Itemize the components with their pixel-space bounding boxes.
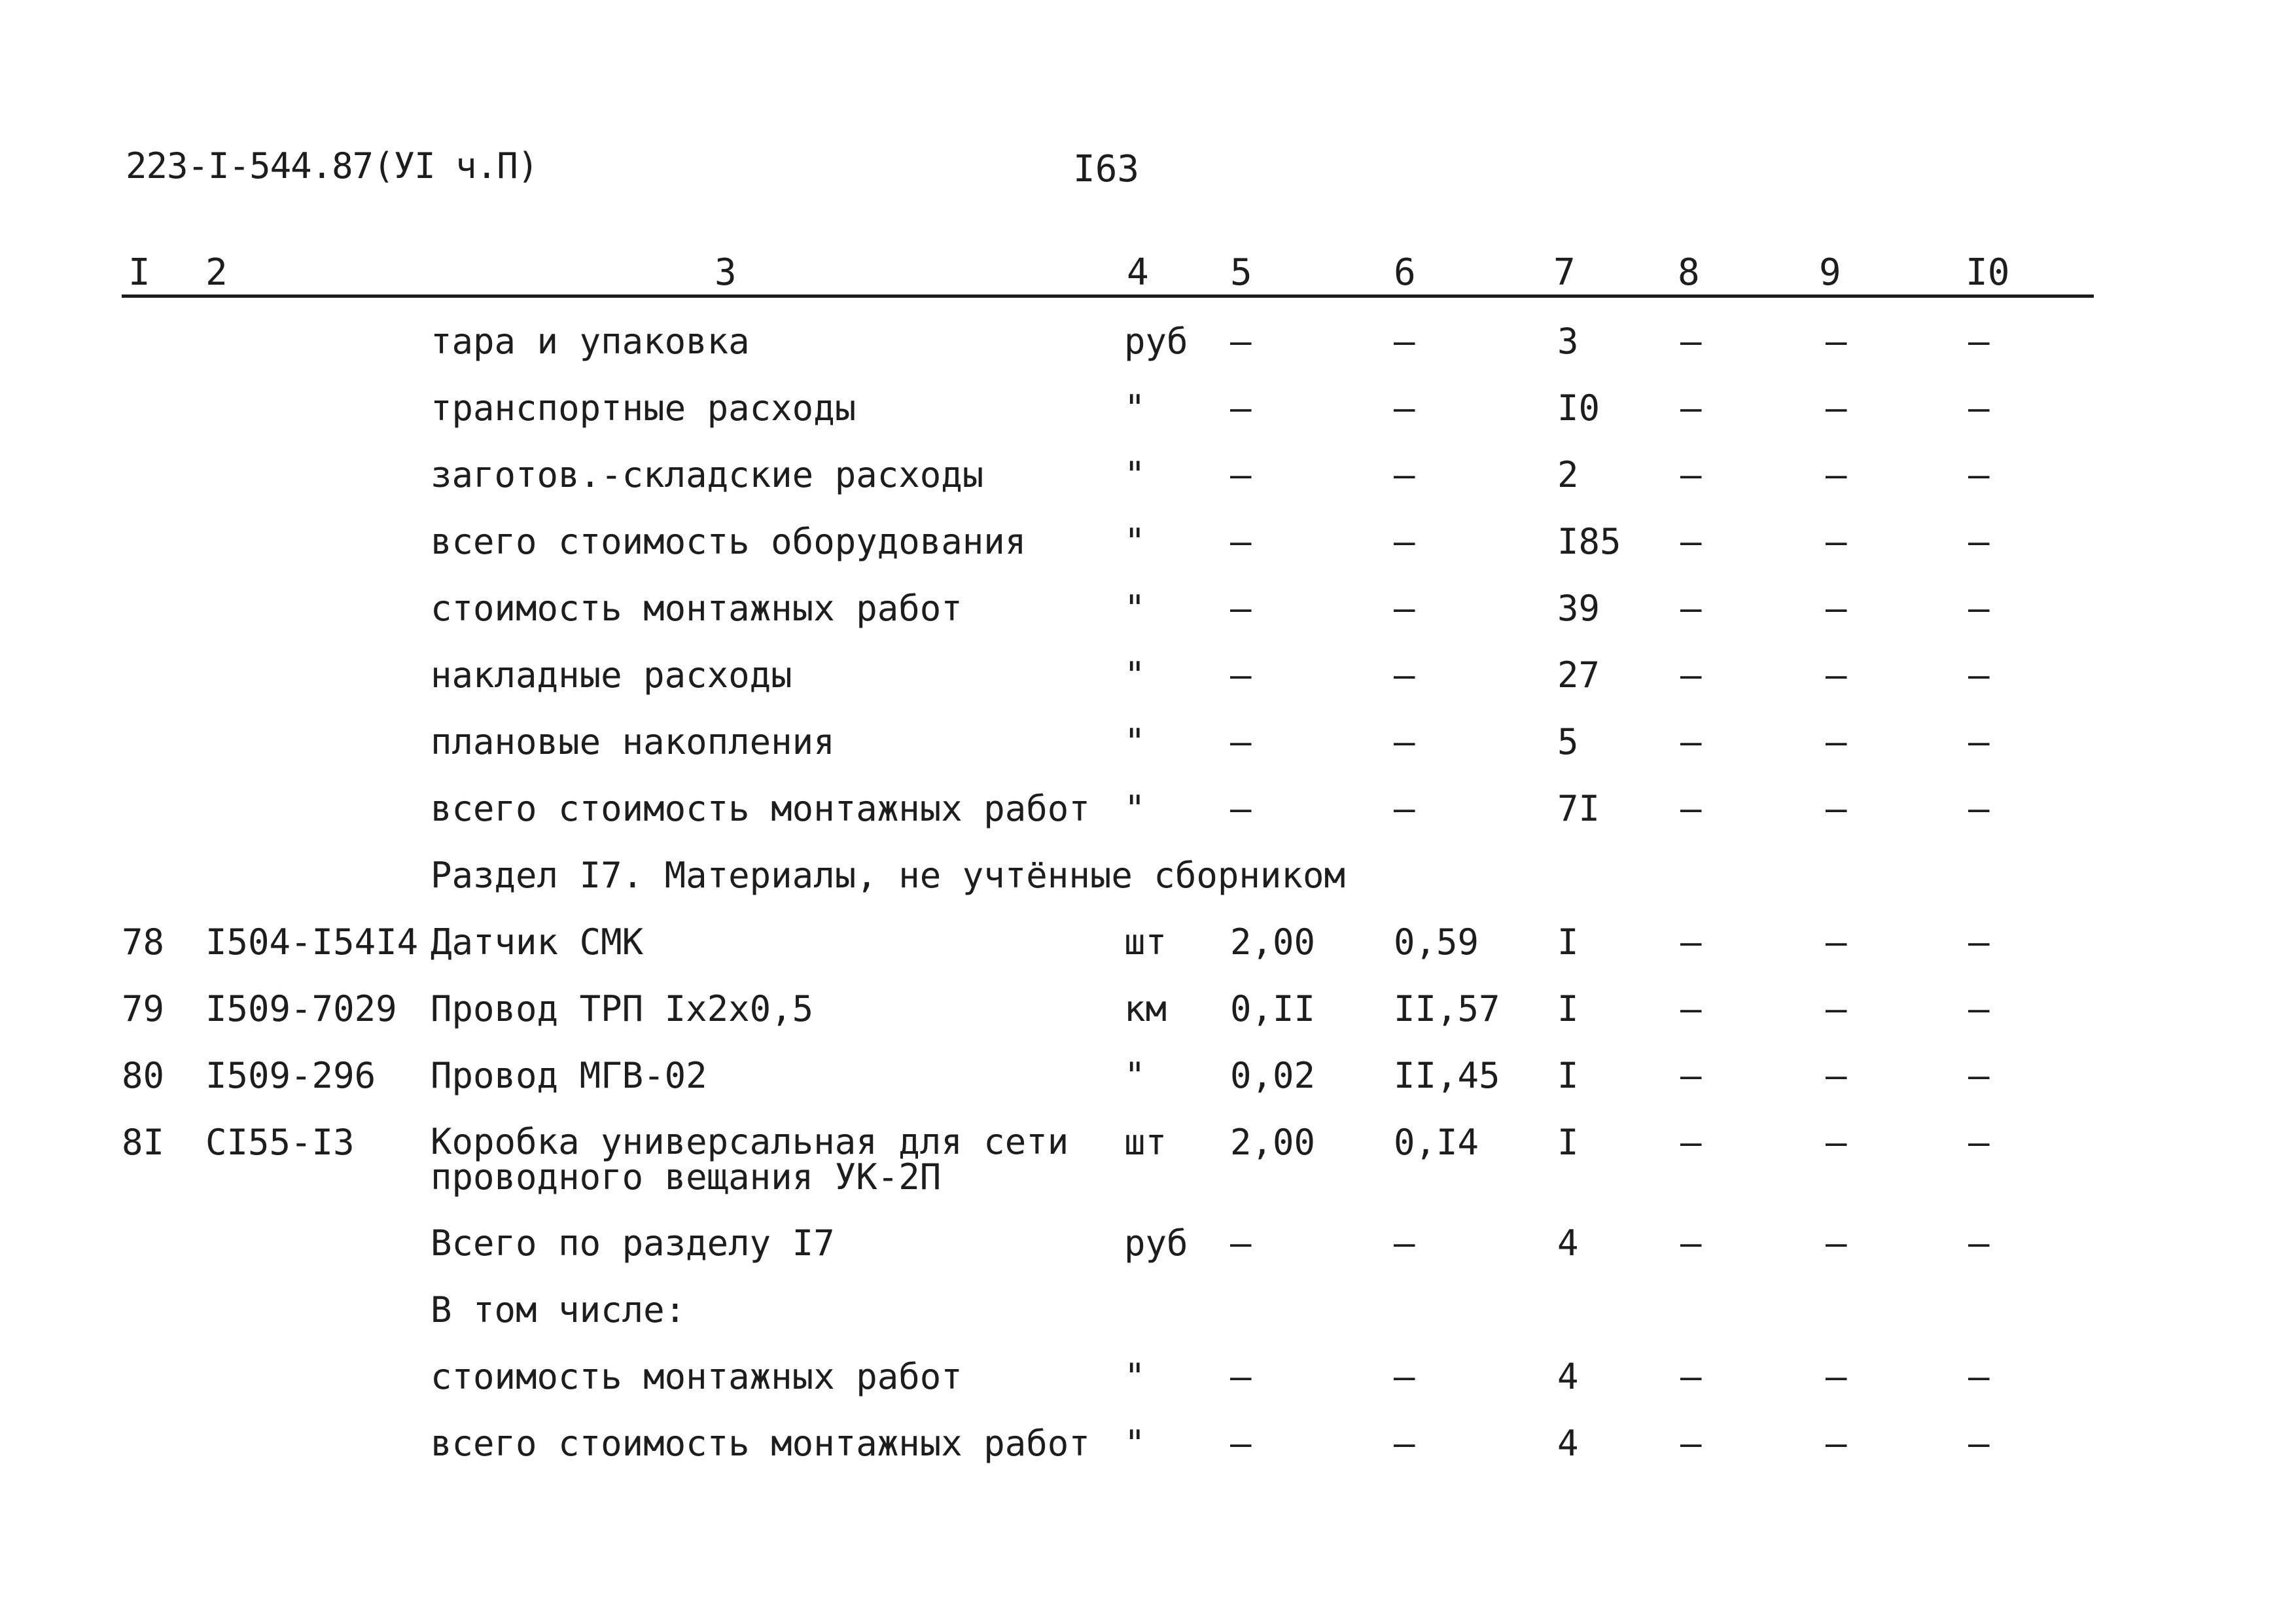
cell-col-5: – (1230, 454, 1252, 495)
cell-col-4: " (1124, 721, 1146, 762)
cell-col-3: стоимость монтажных работ (431, 1356, 963, 1397)
cell-col-8: – (1680, 454, 1702, 495)
cell-col-10: – (1968, 988, 1990, 1029)
cell-col-10: – (1968, 1222, 1990, 1264)
cell-col-10: – (1968, 588, 1990, 629)
cell-col-7: I85 (1557, 521, 1621, 562)
cell-col-9: – (1826, 1222, 1847, 1264)
column-header-7: 7 (1553, 251, 1576, 294)
cell-col-5: – (1230, 387, 1252, 429)
cell-col-2: I509-7029 (205, 988, 397, 1029)
cell-col-1: 8I (122, 1122, 165, 1163)
cell-col-4: " (1124, 1356, 1146, 1397)
cell-col-7: 4 (1557, 1222, 1579, 1264)
cell-col-4: " (1124, 454, 1146, 495)
cell-col-10: – (1968, 921, 1990, 963)
column-header-3: 3 (715, 251, 737, 294)
cell-col-9: – (1826, 921, 1847, 963)
cell-col-9: – (1826, 721, 1847, 762)
cell-col-7: I (1557, 1122, 1579, 1163)
table-row (0, 1222, 2296, 1291)
cell-col-5: – (1230, 521, 1252, 562)
table-row (0, 1055, 2296, 1123)
cell-col-8: – (1680, 654, 1702, 696)
cell-col-10: – (1968, 454, 1990, 495)
cell-col-10: – (1968, 1356, 1990, 1397)
column-header-9: 9 (1819, 251, 1841, 294)
column-header-5: 5 (1230, 251, 1252, 294)
cell-col-3: Раздел I7. Материалы, не учтённые сборником (431, 855, 1345, 896)
table-row (0, 1289, 2296, 1357)
cell-col-7: 4 (1557, 1356, 1579, 1397)
cell-col-8: – (1680, 921, 1702, 963)
table-row (0, 454, 2296, 522)
cell-col-4: " (1124, 1423, 1146, 1464)
cell-col-8: – (1680, 721, 1702, 762)
cell-col-10: – (1968, 1122, 1990, 1163)
cell-col-8: – (1680, 1356, 1702, 1397)
cell-col-9: – (1826, 654, 1847, 696)
cell-col-6: – (1394, 1222, 1415, 1264)
table-row (0, 921, 2296, 990)
cell-col-8: – (1680, 988, 1702, 1029)
table-row (0, 857, 2296, 923)
cell-col-3: плановые накопления (431, 721, 835, 762)
cell-col-2: I509-296 (205, 1055, 376, 1096)
cell-col-6: – (1394, 588, 1415, 629)
cell-col-7: 4 (1557, 1423, 1579, 1464)
cell-col-2: I504-I54I4 (205, 921, 419, 963)
column-header-1: I (128, 251, 150, 294)
cell-col-5: – (1230, 721, 1252, 762)
cell-col-10: – (1968, 521, 1990, 562)
cell-col-4: " (1124, 588, 1146, 629)
cell-col-6: – (1394, 1356, 1415, 1397)
column-header-8: 8 (1678, 251, 1700, 294)
cell-col-4: шт (1124, 921, 1167, 963)
cell-col-8: – (1680, 1423, 1702, 1464)
column-header-10: I0 (1966, 251, 2010, 294)
cell-col-5: – (1230, 1423, 1252, 1464)
cell-col-7: 7I (1557, 788, 1600, 829)
cell-col-5: – (1230, 588, 1252, 629)
cell-col-1: 78 (122, 921, 165, 963)
cell-col-3: транспортные расходы (431, 387, 857, 429)
cell-col-6: – (1394, 1423, 1415, 1464)
cell-col-7: 2 (1557, 454, 1579, 495)
cell-col-3: всего стоимость оборудования (431, 521, 1027, 562)
table-row (0, 387, 2296, 455)
cell-col-9: – (1826, 321, 1847, 362)
cell-col-10: – (1968, 788, 1990, 829)
table-row (0, 654, 2296, 722)
cell-col-7: I (1557, 1055, 1579, 1096)
cell-col-7: I (1557, 921, 1579, 963)
cell-col-6: – (1394, 788, 1415, 829)
cell-col-5: 0,II (1230, 988, 1316, 1029)
cell-col-7: 39 (1557, 588, 1600, 629)
table-row (0, 323, 2296, 389)
cell-col-4: шт (1124, 1122, 1167, 1163)
cell-col-9: – (1826, 988, 1847, 1029)
cell-col-6: – (1394, 521, 1415, 562)
cell-col-6: – (1394, 454, 1415, 495)
cell-col-5: – (1230, 1356, 1252, 1397)
cell-col-3: всего стоимость монтажных работ (431, 1423, 1090, 1464)
table-row (0, 1121, 2296, 1198)
table-row (0, 988, 2296, 1056)
cell-col-9: – (1826, 1055, 1847, 1096)
cell-col-3: накладные расходы (431, 654, 792, 696)
column-header-6: 6 (1394, 251, 1416, 294)
cell-col-5: 2,00 (1230, 921, 1316, 963)
table-row (0, 1356, 2296, 1424)
cell-col-8: – (1680, 521, 1702, 562)
column-header-2: 2 (205, 251, 228, 294)
cell-col-3: Всего по разделу I7 (431, 1222, 835, 1264)
cell-col-5: 2,00 (1230, 1122, 1316, 1163)
cell-col-6: 0,59 (1394, 921, 1479, 963)
cell-col-6: – (1394, 387, 1415, 429)
cell-col-10: – (1968, 387, 1990, 429)
cell-col-7: 5 (1557, 721, 1579, 762)
cell-col-9: – (1826, 521, 1847, 562)
cell-col-7: I0 (1557, 387, 1600, 429)
cell-col-6: 0,I4 (1394, 1122, 1479, 1163)
table-row (0, 721, 2296, 789)
cell-col-4: руб (1124, 1222, 1188, 1264)
cell-col-8: – (1680, 588, 1702, 629)
cell-col-3: Провод ТРП Iх2х0,5 (431, 988, 814, 1029)
cell-col-1: 79 (122, 988, 165, 1029)
cell-col-8: – (1680, 1122, 1702, 1163)
cell-col-6: II,57 (1394, 988, 1500, 1029)
table-row (0, 1425, 2296, 1491)
cell-col-8: – (1680, 788, 1702, 829)
column-header-row (0, 251, 2296, 297)
cell-col-9: – (1826, 588, 1847, 629)
cell-col-4: " (1124, 654, 1146, 696)
table-row (0, 521, 2296, 589)
cell-col-3: Коробка универсальная для сети проводного вещания УК-2П (431, 1121, 1069, 1198)
cell-col-4: " (1124, 788, 1146, 829)
document-code: 223-I-544.87(УI ч.П) (126, 145, 539, 187)
cell-col-4: " (1124, 521, 1146, 562)
cell-col-4: км (1124, 988, 1167, 1029)
cell-col-10: – (1968, 721, 1990, 762)
cell-col-9: – (1826, 1122, 1847, 1163)
cell-col-4: " (1124, 1055, 1146, 1096)
cell-col-5: – (1230, 1222, 1252, 1264)
cell-col-9: – (1826, 1356, 1847, 1397)
cell-col-10: – (1968, 1055, 1990, 1096)
cell-col-10: – (1968, 321, 1990, 362)
cell-col-3: заготов.-складские расходы (431, 454, 984, 495)
cell-col-7: 27 (1557, 654, 1600, 696)
cell-col-3: Датчик СМК (431, 921, 644, 963)
cell-col-6: – (1394, 654, 1415, 696)
cell-col-8: – (1680, 321, 1702, 362)
column-header-4: 4 (1127, 251, 1149, 294)
cell-col-6: II,45 (1394, 1055, 1500, 1096)
cell-col-5: – (1230, 788, 1252, 829)
header-underline (122, 294, 2094, 298)
cell-col-10: – (1968, 654, 1990, 696)
cell-col-5: – (1230, 321, 1252, 362)
cell-col-3: тара и упаковка (431, 321, 750, 362)
cell-col-8: – (1680, 387, 1702, 429)
cell-col-9: – (1826, 454, 1847, 495)
cell-col-9: – (1826, 788, 1847, 829)
cell-col-3: стоимость монтажных работ (431, 588, 963, 629)
cell-col-3: В том числе: (431, 1289, 686, 1330)
table-row (0, 590, 2296, 656)
cell-col-1: 80 (122, 1055, 165, 1096)
cell-col-9: – (1826, 1423, 1847, 1464)
cell-col-8: – (1680, 1055, 1702, 1096)
cell-col-4: " (1124, 387, 1146, 429)
cell-col-6: – (1394, 321, 1415, 362)
cell-col-10: – (1968, 1423, 1990, 1464)
cell-col-4: руб (1124, 321, 1188, 362)
cell-col-3: всего стоимость монтажных работ (431, 788, 1090, 829)
cell-col-6: – (1394, 721, 1415, 762)
cell-col-7: I (1557, 988, 1579, 1029)
cell-col-7: 3 (1557, 321, 1579, 362)
cell-col-3: Провод МГВ-02 (431, 1055, 707, 1096)
table-row (0, 788, 2296, 856)
page-number: I63 (1073, 148, 1140, 190)
cell-col-5: – (1230, 654, 1252, 696)
cell-col-5: 0,02 (1230, 1055, 1316, 1096)
cell-col-9: – (1826, 387, 1847, 429)
cell-col-8: – (1680, 1222, 1702, 1264)
cell-col-2: СI55-I3 (205, 1122, 355, 1163)
